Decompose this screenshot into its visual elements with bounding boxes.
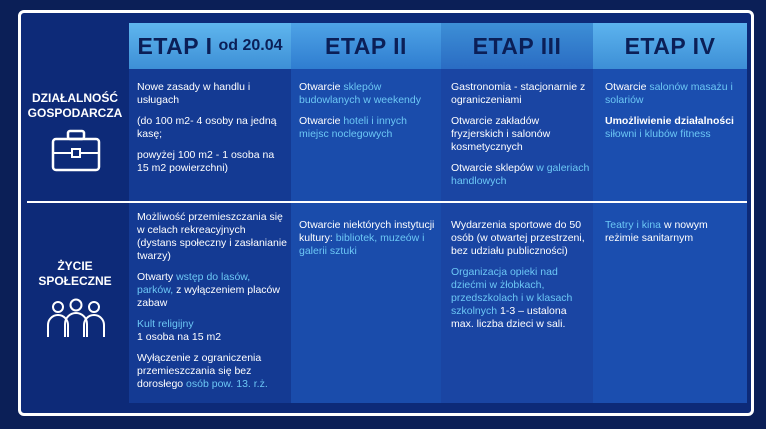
business-etap-3-item-3 (451, 162, 591, 188)
business-etap-2-item-1 (299, 81, 437, 107)
social-etap-1-item-3-highlight: Kult religijny (137, 318, 194, 330)
social-etap-1-item-4-highlight: osób pow. 13. r.ż. (186, 378, 268, 390)
row-label-business-line2: GOSPODARCZA (27, 106, 123, 120)
row-divider (27, 201, 747, 203)
cell-business-etap-3 (451, 81, 591, 196)
row-label-social-line2: SPOŁECZNE (38, 274, 112, 288)
cell-social-etap-1 (137, 211, 287, 399)
social-etap-3-text-1: Wydarzenia sportowe do 50 osób (w otwartej przestrzeni, bez udziału publiczności) (451, 219, 585, 257)
business-etap-3-item-3-lead: Otwarcie sklepów (451, 162, 537, 174)
social-etap-1-item-2-tail: z wyłączeniem placów zabaw (137, 284, 280, 309)
cell-business-etap-2 (299, 81, 437, 149)
header-etap-1-date: od 20.04 (218, 37, 283, 54)
social-etap-2-item-1-lead: Otwarcie niektórych instytucji kultury: (299, 219, 435, 244)
header-etap-1-title: ETAP I (137, 32, 213, 59)
business-etap-3-item-3-highlight: w galeriach handlowych (451, 162, 590, 187)
cell-business-etap-4 (605, 81, 743, 149)
social-etap-2-item-1-highlight: bibliotek, muzeów i galerii sztuki (299, 232, 425, 257)
cell-social-etap-3 (451, 219, 591, 339)
row-label-social-line1: ŻYCIE (57, 259, 93, 273)
business-etap-1-text-2: (do 100 m2- 4 osoby na jedną kasę; (137, 115, 277, 140)
social-etap-3-item-2-highlight: Organizacja opieki nad dziećmi w żłobkach, przedszkolach i w klasach szkolnych (451, 266, 573, 317)
header-etap-2-title: ETAP II (325, 32, 407, 59)
social-etap-1-item-3-tail: 1 osoba na 15 m2 (137, 331, 222, 343)
row-label-social (21, 259, 129, 289)
header-etap-4 (593, 23, 747, 69)
briefcase-icon (51, 129, 101, 173)
business-etap-2-item-1-highlight: sklepów budowlanych w weekendy (299, 81, 421, 106)
business-etap-4-item-1-highlight: salonów masażu i solariów (605, 81, 733, 106)
social-etap-3-item-2-tail: 1-3 – ustalona max. liczba dzieci w sali. (451, 305, 567, 330)
row-label-business-line1: DZIAŁALNOŚĆ (32, 91, 118, 105)
social-etap-1-item-4 (137, 352, 287, 391)
header-etap-2 (291, 23, 441, 69)
social-etap-3-item-2 (451, 266, 591, 331)
social-etap-2-item-1 (299, 219, 437, 258)
social-etap-4-item-1 (605, 219, 743, 245)
social-etap-1-item-3 (137, 318, 287, 344)
header-etap-1 (129, 23, 291, 69)
social-etap-4-item-1-tail: w nowym reżimie sanitarnym (605, 219, 708, 244)
social-etap-1-item-2-lead: Otwarty (137, 271, 177, 283)
header-etap-4-title: ETAP IV (624, 32, 716, 59)
business-etap-1-text-3: powyżej 100 m2 - 1 osoba na 15 m2 powierzchni) (137, 149, 275, 174)
business-etap-2-item-2-highlight: hoteli i innych miejsc noclegowych (299, 115, 407, 140)
cell-business-etap-1 (137, 81, 287, 183)
social-etap-4-item-1-highlight: Teatry i kina (605, 219, 662, 231)
header-etap-3-title: ETAP III (472, 32, 562, 59)
cell-social-etap-4 (605, 219, 743, 253)
business-etap-3-text-1: Gastronomia - stacjonarnie z ograniczeniami (451, 81, 586, 106)
social-etap-1-item-4-lead: Wyłączenie z ograniczenia przemieszczania się bez dorosłego (137, 352, 262, 390)
social-etap-1-text-1: Możliwość przemieszczania się w celach rekreacyjnych (dystans społeczny i zasłanianie twarzy) (137, 211, 287, 262)
business-etap-4-item-2-lead: Umożliwienie działalności (605, 115, 734, 127)
business-etap-2-item-2-lead: Otwarcie (299, 115, 344, 127)
business-etap-1-text-1: Nowe zasady w handlu i usługach (137, 81, 251, 106)
business-etap-4-item-1 (605, 81, 743, 107)
business-etap-2-item-1-lead: Otwarcie (299, 81, 344, 93)
cell-social-etap-2 (299, 219, 437, 266)
header-etap-3 (441, 23, 593, 69)
row-label-business (21, 91, 129, 121)
stages-table (18, 10, 754, 416)
social-etap-1-item-2-highlight: wstęp do lasów, parków, (137, 271, 251, 296)
business-etap-3-text-2: Otwarcie zakładów fryzjerskich i salonów kosmetycznych (451, 115, 551, 153)
social-etap-1-item-2 (137, 271, 287, 310)
business-etap-4-item-1-lead: Otwarcie (605, 81, 650, 93)
business-etap-4-item-2 (605, 115, 743, 141)
business-etap-4-item-2-highlight: siłowni i klubów fitness (605, 128, 711, 140)
people-icon (45, 297, 107, 339)
business-etap-2-item-2 (299, 115, 437, 141)
